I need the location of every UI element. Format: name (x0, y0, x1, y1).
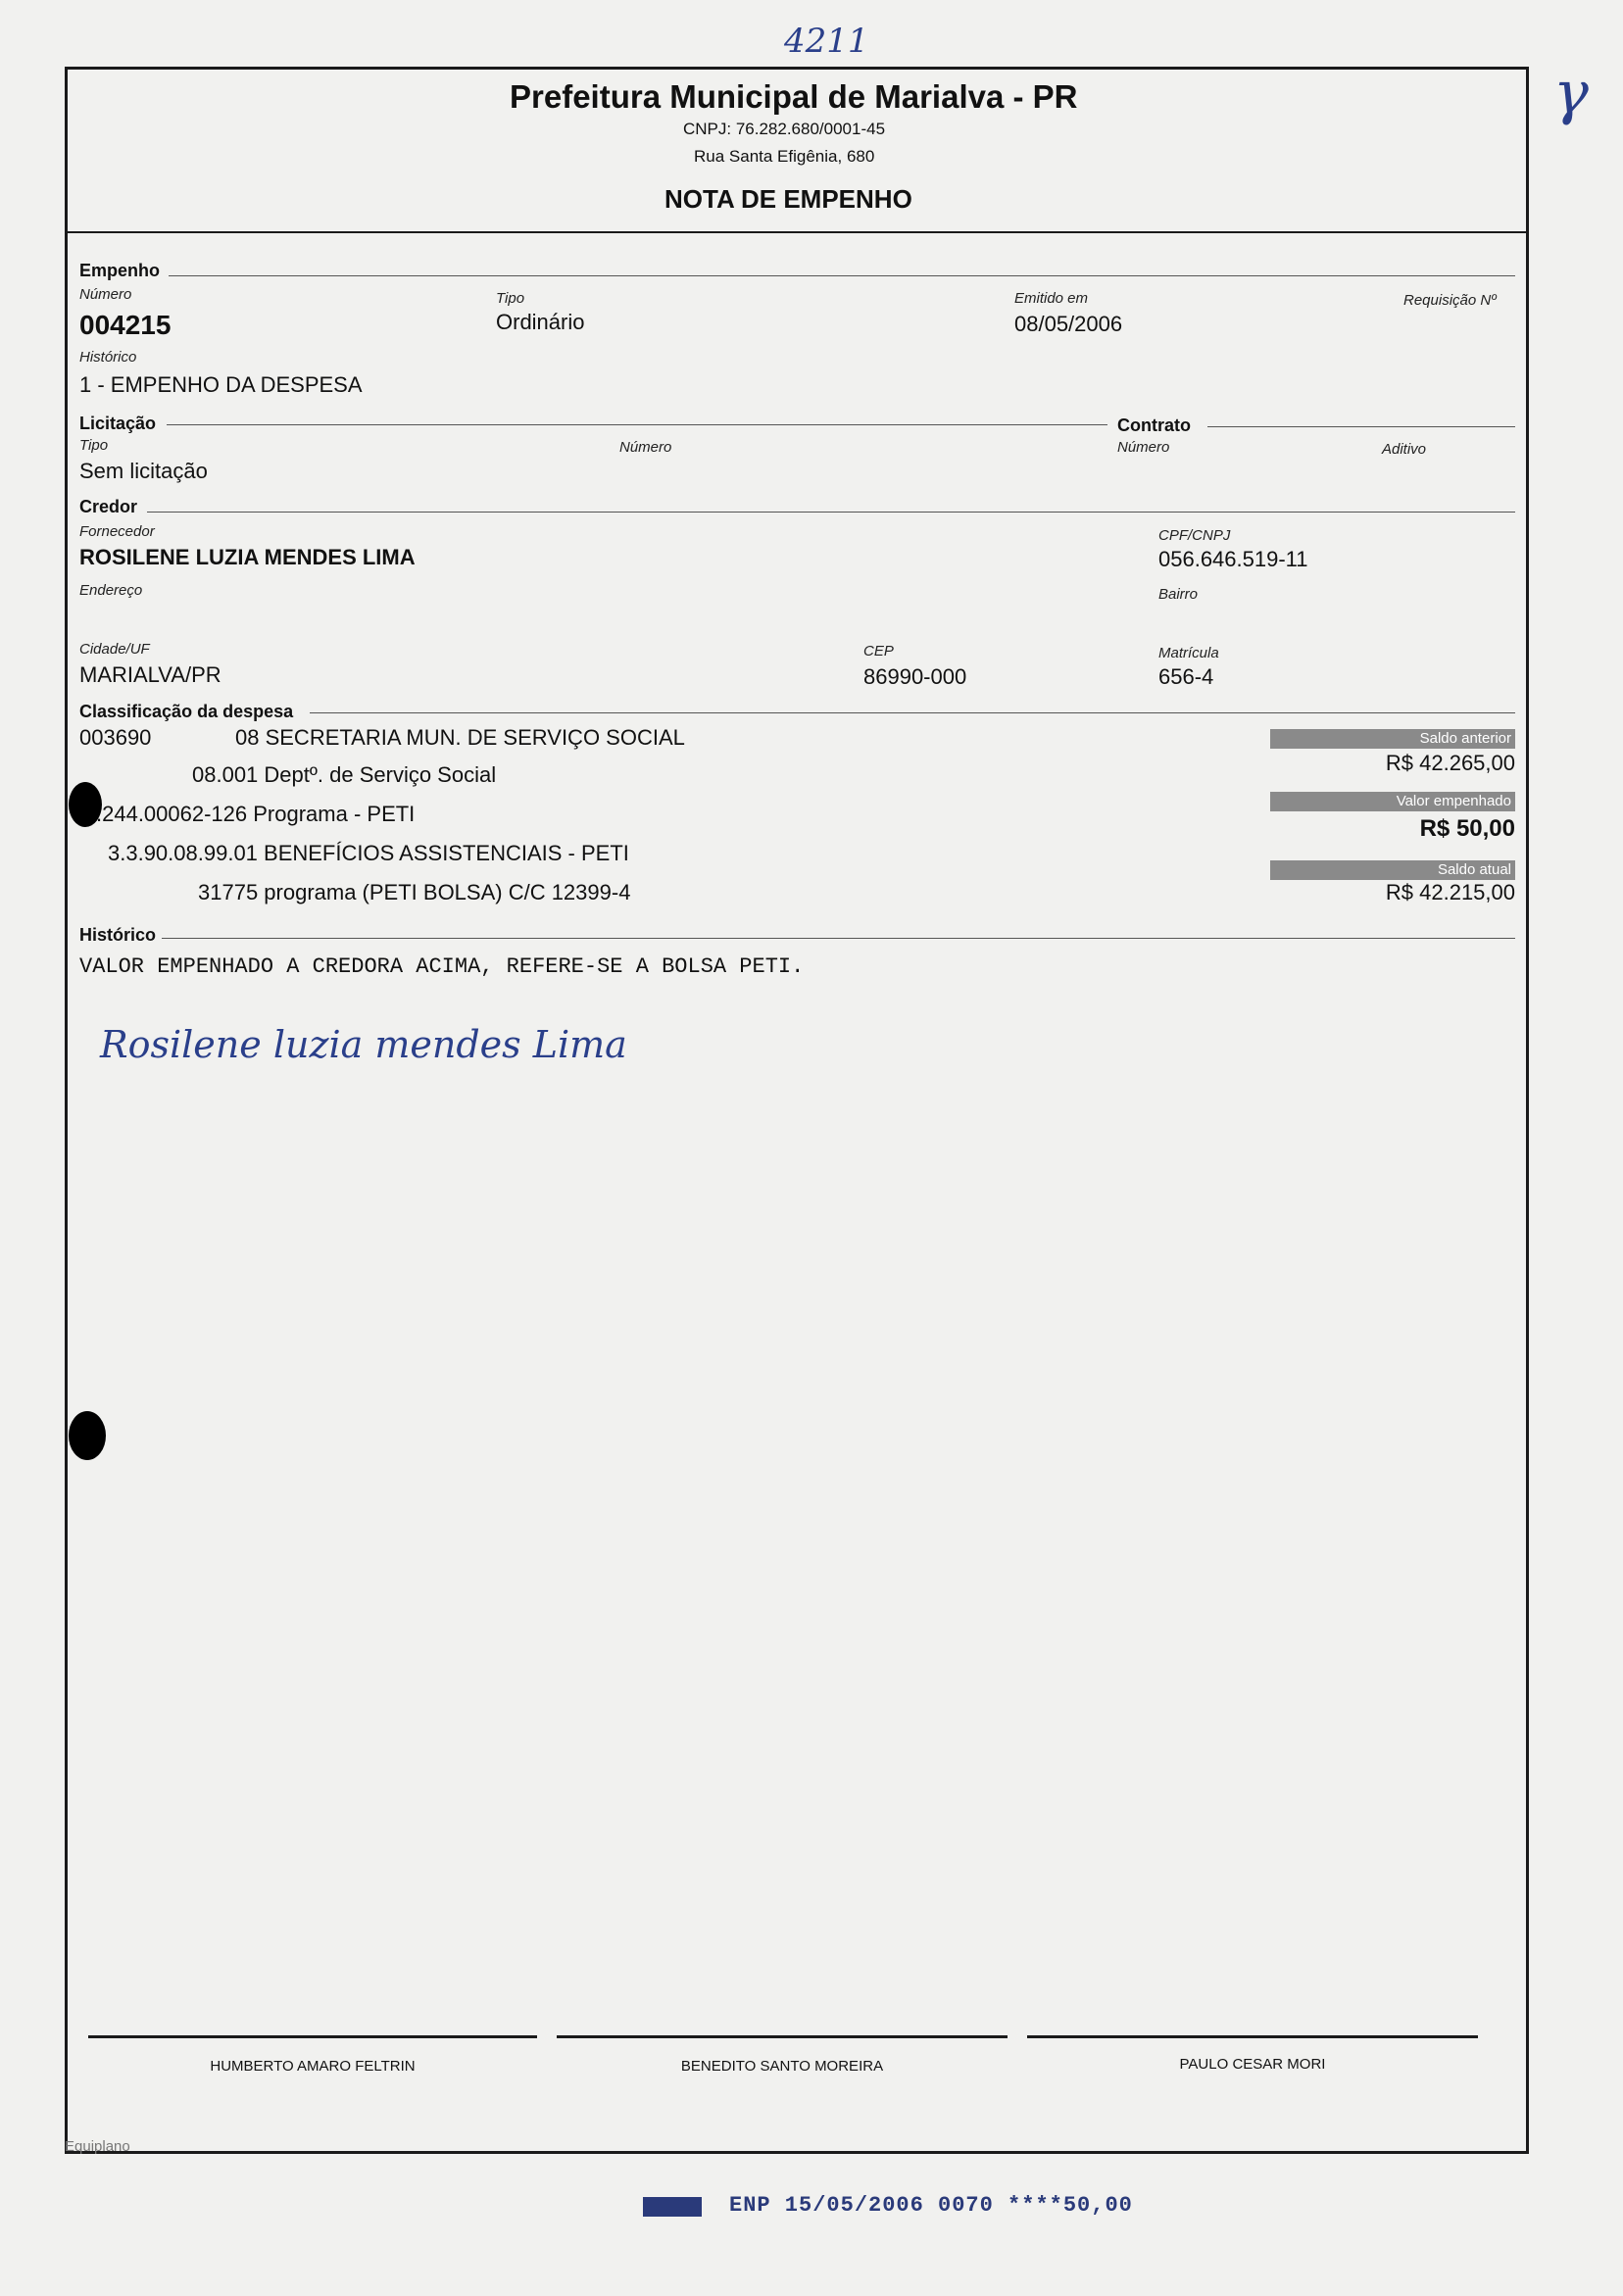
aditivo-label: Aditivo (1382, 441, 1427, 458)
fornecedor-label: Fornecedor (79, 523, 155, 540)
requisicao-label: Requisição Nº (1403, 292, 1497, 309)
tipo-label: Tipo (496, 290, 525, 307)
historico-text: VALOR EMPENHADO A CREDORA ACIMA, REFERE-SE A BOLSA PETI. (79, 954, 805, 979)
cnpj: CNPJ: 76.282.680/0001-45 (683, 120, 886, 138)
signature-line-2 (557, 2035, 1008, 2038)
section-classificacao: Classificação da despesa (79, 702, 294, 721)
emitido-value: 08/05/2006 (1014, 312, 1123, 336)
saldo-atual-value: R$ 42.215,00 (1385, 880, 1515, 904)
secretaria: 08 SECRETARIA MUN. DE SERVIÇO SOCIAL (235, 725, 685, 750)
tipo-value: Ordinário (496, 310, 585, 334)
cidade-label: Cidade/UF (79, 641, 150, 658)
classificacao-line (310, 712, 1515, 713)
section-empenho: Empenho (79, 261, 161, 280)
signature-name-2: BENEDITO SANTO MOREIRA (680, 2058, 884, 2075)
licitacao-line (167, 424, 1107, 425)
address: Rua Santa Efigênia, 680 (694, 147, 875, 166)
saldo-anterior-label: Saldo anterior (1270, 729, 1515, 749)
cpf-value: 056.646.519-11 (1158, 547, 1308, 571)
cep-label: CEP (863, 643, 894, 659)
contrato-line (1207, 426, 1515, 427)
municipality-title: Prefeitura Municipal de Marialva - PR (510, 78, 1078, 115)
cpf-label: CPF/CNPJ (1158, 527, 1231, 544)
signature-line-3 (1027, 2035, 1478, 2038)
cep-value: 86990-000 (863, 664, 967, 689)
header-divider (65, 231, 1529, 233)
protocol-stamp: ENP 15/05/2006 0070 ****50,00 (729, 2193, 1133, 2218)
licitacao-tipo-label: Tipo (79, 437, 109, 454)
elemento-despesa: 3.3.90.08.99.01 BENEFÍCIOS ASSISTENCIAIS - PETI (108, 841, 629, 865)
matricula-value: 656-4 (1158, 664, 1214, 689)
punch-hole-lower (69, 1411, 106, 1460)
doc-title: NOTA DE EMPENHO (664, 184, 912, 214)
software-brand: Equiplano (65, 2138, 130, 2155)
numero-label: Número (79, 286, 132, 303)
saldo-atual-label: Saldo atual (1270, 860, 1515, 880)
stamp-logo (643, 2197, 702, 2217)
valor-empenhado-value: R$ 50,00 (1419, 815, 1515, 842)
cidade-value: MARIALVA/PR (79, 662, 221, 687)
signature-name-3: PAULO CESAR MORI (1179, 2056, 1326, 2073)
empenho-number: 004215 (79, 310, 172, 340)
departamento: 08.001 Deptº. de Serviço Social (192, 762, 497, 787)
emitido-label: Emitido em (1014, 290, 1089, 307)
corner-mark: γ (1553, 59, 1589, 127)
signature-name-1: HUMBERTO AMARO FELTRIN (210, 2058, 416, 2075)
licitacao-numero-label: Número (619, 439, 672, 456)
programa: .244.00062-126 Programa - PETI (96, 802, 416, 826)
licitacao-tipo-value: Sem licitação (79, 459, 208, 483)
handwritten-number: 4211 (784, 22, 869, 61)
contrato-numero-label: Número (1117, 439, 1170, 456)
section-historico: Histórico (79, 925, 157, 945)
section-licitacao: Licitação (79, 414, 157, 433)
credor-line (147, 512, 1515, 513)
fornecedor-value: ROSILENE LUZIA MENDES LIMA (79, 545, 416, 569)
matricula-label: Matrícula (1158, 645, 1219, 661)
section-contrato: Contrato (1117, 415, 1191, 435)
valor-empenhado-label: Valor empenhado (1270, 792, 1515, 811)
bairro-label: Bairro (1158, 586, 1199, 603)
handwritten-signature: Rosilene luzia mendes Lima (100, 1023, 627, 1066)
saldo-anterior-value: R$ 42.265,00 (1385, 751, 1515, 775)
signature-line-1 (88, 2035, 537, 2038)
empenho-line (169, 275, 1515, 276)
historico-label: Histórico (79, 349, 137, 366)
endereco-label: Endereço (79, 582, 143, 599)
historico-value: 1 - EMPENHO DA DESPESA (79, 372, 363, 397)
dotacao-code: 003690 (79, 725, 152, 750)
section-credor: Credor (79, 497, 138, 516)
historico-line (162, 938, 1515, 939)
sub-programa: 31775 programa (PETI BOLSA) C/C 12399-4 (198, 880, 631, 904)
